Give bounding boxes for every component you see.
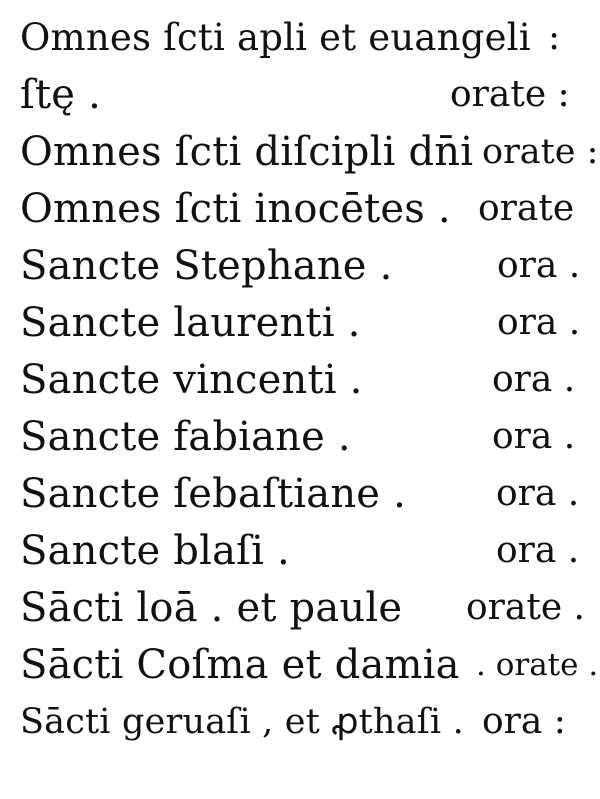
response-text: : — [548, 17, 561, 58]
invocation-text: Omnes ſcti inocētes . — [20, 186, 451, 232]
invocation-text: Omnes ſcti diſcipli dn̄i — [20, 129, 474, 175]
response-text: . orate . — [476, 647, 599, 683]
invocation-text: Sancte fabiane . — [20, 414, 351, 460]
response-text: ora : — [482, 701, 566, 742]
litany-line — [0, 238, 600, 294]
invocation-text: Sācti loā . et paule — [20, 585, 403, 631]
response-text: orate — [478, 188, 575, 229]
response-text: ora . — [496, 473, 580, 514]
invocation-text: Sācti Coſma et damia — [20, 642, 460, 688]
litany-line — [0, 181, 600, 237]
litany-line — [0, 352, 600, 408]
litany-line — [0, 409, 600, 465]
litany-line — [0, 295, 600, 351]
response-text: ora . — [497, 245, 581, 286]
litany-line — [0, 466, 600, 522]
response-text: ora . — [496, 530, 580, 571]
invocation-text: Omnes ſcti apli et euangeli — [20, 16, 531, 59]
invocation-text: Sancte Stephane . — [20, 243, 393, 289]
litany-line — [0, 523, 600, 579]
invocation-text: Sancte vincenti . — [20, 357, 363, 403]
invocation-text: Sancte laurenti . — [20, 300, 361, 346]
litany-line — [0, 67, 600, 123]
litany-line — [0, 694, 600, 750]
response-text: ora . — [492, 416, 576, 457]
invocation-text: Sancte blaſi . — [20, 528, 290, 574]
response-text: ora . — [492, 359, 576, 400]
invocation-text: Sācti geruaſi , et ꝓthaſi . — [20, 702, 464, 742]
response-text: ora . — [497, 302, 581, 343]
litany-line — [0, 124, 600, 180]
response-text: orate : — [482, 132, 599, 172]
litany-line — [0, 637, 600, 693]
invocation-text: ſtę . — [20, 72, 101, 118]
response-text: orate : — [450, 74, 570, 115]
litany-line — [0, 10, 600, 66]
litany-line — [0, 580, 600, 636]
invocation-text: Sancte ſebaſtiane . — [20, 471, 406, 517]
response-text: orate . — [466, 587, 586, 628]
